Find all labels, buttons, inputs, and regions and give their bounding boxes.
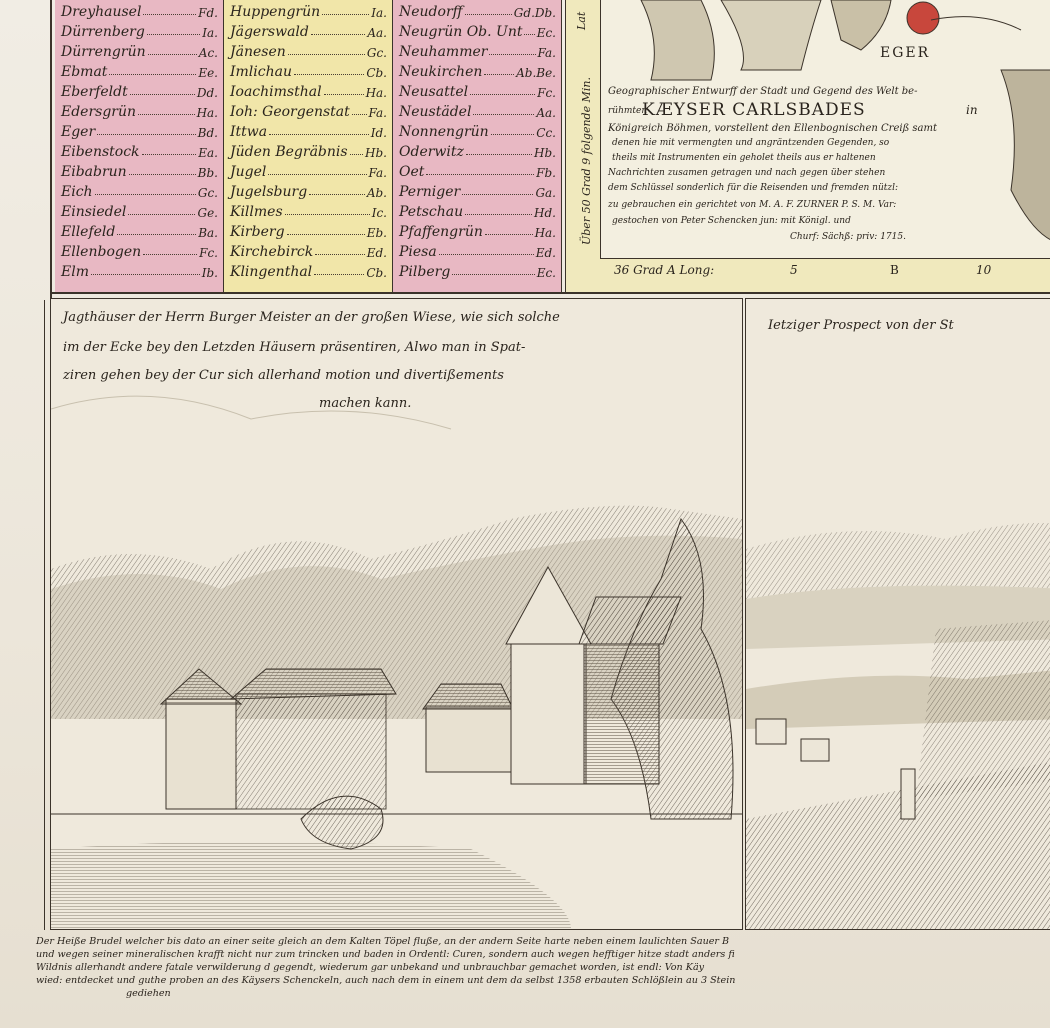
index-leader-dots bbox=[138, 114, 195, 115]
bottom-text-line: wied: entdecket und guthe proben an des Käysers Schenckeln, auch nach dem in einem unt dem da selbst 1358 erbauten Schlößlein au 3 Stein bbox=[36, 975, 736, 986]
index-entry bbox=[224, 240, 392, 260]
index-grid-code: Ed. bbox=[366, 246, 387, 260]
index-leader-dots bbox=[470, 94, 535, 95]
index-grid-code: Ib. bbox=[201, 266, 218, 280]
index-entry bbox=[393, 20, 561, 40]
index-place-name: Ioachimsthal bbox=[230, 84, 322, 100]
index-place-name: Piesa bbox=[399, 244, 437, 260]
bottom-description bbox=[36, 935, 1050, 1000]
index-place-name: Ittwa bbox=[230, 124, 268, 140]
index-leader-dots bbox=[268, 174, 366, 175]
index-grid-code: Ec. bbox=[536, 266, 556, 280]
index-entry bbox=[393, 200, 561, 220]
index-entry bbox=[393, 120, 561, 140]
cartouche-line: Geographischer Entwurff der Stadt und Gegend des Welt be- bbox=[608, 86, 918, 97]
index-entry bbox=[55, 80, 223, 100]
left-caption-line: machen kann. bbox=[319, 396, 412, 411]
index-leader-dots bbox=[524, 34, 534, 35]
cartouche-title: KÆYSER CARLSBADES bbox=[642, 100, 866, 120]
index-place-name: Jägerswald bbox=[230, 24, 309, 40]
index-leader-dots bbox=[287, 234, 365, 235]
index-place-name: Neusattel bbox=[399, 84, 469, 100]
index-place-name: Eger bbox=[61, 124, 96, 140]
index-grid-code: Bb. bbox=[197, 166, 218, 180]
index-leader-dots bbox=[489, 54, 535, 55]
index-grid-code: Gd.Db. bbox=[513, 6, 556, 20]
left-border-line-inner bbox=[44, 300, 45, 930]
cartouche-line: denen hie mit vermengten und angräntzenden Gegenden, so bbox=[612, 138, 890, 148]
index-leader-dots bbox=[143, 14, 196, 15]
index-place-name: Jugel bbox=[230, 164, 267, 180]
index-place-name: Dürrenberg bbox=[61, 24, 145, 40]
index-place-name: Jüden Begräbnis bbox=[230, 144, 348, 160]
index-entry bbox=[393, 0, 561, 20]
index-entry bbox=[55, 220, 223, 240]
index-leader-dots bbox=[314, 274, 364, 275]
longitude-scale bbox=[600, 258, 1050, 285]
index-entry bbox=[55, 100, 223, 120]
index-entry bbox=[224, 120, 392, 140]
index-entry bbox=[224, 40, 392, 60]
index-place-name: Ioh: Georgenstat bbox=[230, 104, 350, 120]
index-place-name: Ellefeld bbox=[61, 224, 116, 240]
index-leader-dots bbox=[484, 74, 514, 75]
index-leader-dots bbox=[148, 54, 197, 55]
index-leader-dots bbox=[324, 94, 364, 95]
index-entry bbox=[55, 240, 223, 260]
index-leader-dots bbox=[143, 254, 197, 255]
index-grid-code: Fd. bbox=[198, 6, 218, 20]
index-grid-code: Cc. bbox=[536, 126, 556, 140]
index-entry bbox=[55, 0, 223, 20]
index-place-name: Neudorff bbox=[399, 4, 463, 20]
index-place-name: Klingenthal bbox=[230, 264, 313, 280]
index-grid-code: Ha. bbox=[365, 86, 387, 100]
index-entry bbox=[224, 100, 392, 120]
index-leader-dots bbox=[147, 34, 200, 35]
index-leader-dots bbox=[352, 114, 367, 115]
index-leader-dots bbox=[311, 34, 366, 35]
index-entry bbox=[224, 220, 392, 240]
index-grid-code: Dd. bbox=[196, 86, 218, 100]
index-place-name: Ellenbogen bbox=[61, 244, 142, 260]
index-entry bbox=[55, 20, 223, 40]
cartouche-line: gestochen von Peter Schencken jun: mit Königl. und bbox=[612, 216, 851, 226]
index-leader-dots bbox=[117, 234, 196, 235]
index-leader-dots bbox=[485, 234, 533, 235]
index-entry bbox=[224, 160, 392, 180]
index-place-name: Huppengrün bbox=[230, 4, 321, 20]
index-entry bbox=[55, 200, 223, 220]
index-entry bbox=[55, 140, 223, 160]
index-grid-code: Aa. bbox=[367, 26, 387, 40]
index-entry bbox=[393, 160, 561, 180]
index-place-name: Neuhammer bbox=[399, 44, 488, 60]
cartouche-line: dem Schlüssel sonderlich für die Reisenden und fremden nützl: bbox=[608, 183, 899, 193]
index-column-3 bbox=[393, 0, 561, 292]
scale-mark: 10 bbox=[976, 263, 992, 277]
index-place-name: Edersgrün bbox=[61, 104, 137, 120]
bottom-text-line: gediehen bbox=[126, 988, 171, 999]
index-entry bbox=[393, 140, 561, 160]
cartouche-line: Churf: Sächß: priv: 1715. bbox=[790, 232, 906, 242]
right-view-panel bbox=[745, 298, 1050, 930]
left-view-panel bbox=[50, 298, 743, 930]
bottom-text-line: Wildnis allerhandt andere fatale verwilderung d gegendt, wiederum gar unbekand und unbrauchbar gemachet worden, ist endl: Von Käy bbox=[36, 962, 705, 973]
index-place-name: Elm bbox=[61, 264, 89, 280]
index-entry bbox=[224, 0, 392, 20]
index-grid-code: Fc. bbox=[199, 246, 218, 260]
index-place-name: Eibabrun bbox=[61, 164, 127, 180]
index-leader-dots bbox=[294, 74, 364, 75]
index-leader-dots bbox=[109, 74, 196, 75]
index-grid-code: Ha. bbox=[534, 226, 556, 240]
cartouche-line: Nachrichten zusamen getragen und nach gegen über stehen bbox=[608, 168, 886, 178]
index-entry bbox=[224, 260, 392, 280]
right-caption: Ietziger Prospect von der St bbox=[768, 318, 954, 333]
index-entry bbox=[393, 180, 561, 200]
index-leader-dots bbox=[426, 174, 534, 175]
cartouche-line: Königreich Böhmen, vorstellent den Ellenbognischen Creiß samt bbox=[608, 123, 938, 134]
index-grid-code: Ec. bbox=[536, 26, 556, 40]
latitude-abbrev: Lat bbox=[575, 11, 588, 30]
index-leader-dots bbox=[97, 134, 196, 135]
index-leader-dots bbox=[322, 14, 369, 15]
index-place-name: Eich bbox=[61, 184, 93, 200]
index-grid-code: Ab. bbox=[366, 186, 387, 200]
index-entry bbox=[55, 260, 223, 280]
index-entry bbox=[393, 80, 561, 100]
index-leader-dots bbox=[473, 114, 534, 115]
index-grid-code: Ab.Be. bbox=[516, 66, 556, 80]
index-grid-code: Ga. bbox=[535, 186, 556, 200]
scale-mark: B bbox=[890, 263, 899, 277]
latitude-side-label: Über 50 Grad 9 folgende Min. bbox=[580, 77, 593, 245]
index-place-name: Oderwitz bbox=[399, 144, 464, 160]
index-leader-dots bbox=[91, 274, 200, 275]
index-grid-code: Cb. bbox=[366, 66, 387, 80]
index-place-name: Killmes bbox=[230, 204, 283, 220]
index-divider bbox=[392, 0, 393, 292]
index-leader-dots bbox=[465, 14, 512, 15]
index-entry bbox=[224, 20, 392, 40]
left-caption-line: im der Ecke bey den Letzden Häusern präsentiren, Alwo man in Spat- bbox=[63, 340, 526, 355]
index-place-name: Kirberg bbox=[230, 224, 285, 240]
index-leader-dots bbox=[129, 174, 196, 175]
index-place-name: Neukirchen bbox=[399, 64, 483, 80]
index-grid-code: Ee. bbox=[198, 66, 218, 80]
index-place-name: Dürrengrün bbox=[61, 44, 146, 60]
index-leader-dots bbox=[491, 134, 535, 135]
index-entry bbox=[393, 260, 561, 280]
index-leader-dots bbox=[142, 154, 197, 155]
index-grid-code: Bd. bbox=[197, 126, 218, 140]
cartouche-line: theils mit Instrumenten ein geholet theils aus er haltenen bbox=[612, 153, 876, 163]
index-grid-code: Fb. bbox=[536, 166, 556, 180]
right-view-engraving bbox=[746, 299, 1050, 929]
index-grid-code: Fa. bbox=[537, 46, 556, 60]
index-leader-dots bbox=[465, 214, 532, 215]
index-leader-dots bbox=[466, 154, 532, 155]
index-entry bbox=[393, 240, 561, 260]
index-leader-dots bbox=[462, 194, 533, 195]
index-place-name: Eibenstock bbox=[61, 144, 140, 160]
index-leader-dots bbox=[269, 134, 369, 135]
index-leader-dots bbox=[315, 254, 365, 255]
index-place-name: Jugelsburg bbox=[230, 184, 308, 200]
index-grid-code: Ha. bbox=[196, 106, 218, 120]
index-entry bbox=[224, 200, 392, 220]
bottom-text-line: Der Heiße Brudel welcher bis dato an einer seite gleich an dem Kalten Töpel fluße, an der andern Seite harte neben einem laulichten Sauer B bbox=[36, 936, 730, 947]
longitude-label: 36 Grad A Long: bbox=[614, 263, 715, 277]
left-caption-line: Jagthäuser der Herrn Burger Meister an der großen Wiese, wie sich solche bbox=[63, 310, 560, 325]
index-entry bbox=[393, 100, 561, 120]
index-grid-code: Ea. bbox=[198, 146, 218, 160]
index-entry bbox=[224, 60, 392, 80]
index-entry bbox=[393, 40, 561, 60]
index-grid-code: Aa. bbox=[536, 106, 556, 120]
cartouche-line: zu gebrauchen ein gerichtet von M. A. F. ZURNER P. S. M. Var: bbox=[608, 200, 897, 210]
index-place-name: Oet bbox=[399, 164, 425, 180]
index-grid-code: Gc. bbox=[197, 186, 218, 200]
index-place-name: Imlichau bbox=[230, 64, 292, 80]
index-place-name: Neugrün Ob. Unt bbox=[399, 24, 523, 40]
cartouche-title-suffix: in bbox=[966, 103, 978, 117]
index-grid-code: Ge. bbox=[197, 206, 218, 220]
index-leader-dots bbox=[128, 214, 195, 215]
index-leader-dots bbox=[95, 194, 196, 195]
index-leader-dots bbox=[130, 94, 195, 95]
index-place-name: Pilberg bbox=[399, 264, 451, 280]
index-entry bbox=[55, 40, 223, 60]
index-entry bbox=[55, 120, 223, 140]
cartouche-title-prefix: rühmten bbox=[608, 106, 648, 116]
index-leader-dots bbox=[285, 214, 370, 215]
index-column-1 bbox=[55, 0, 223, 292]
index-grid-code: Ba. bbox=[198, 226, 218, 240]
index-entry bbox=[393, 60, 561, 80]
index-place-name: Kirchebirck bbox=[230, 244, 314, 260]
index-grid-code: Id. bbox=[370, 126, 387, 140]
index-entry bbox=[224, 180, 392, 200]
cartouche-city-label: EGER bbox=[880, 45, 931, 61]
scale-mark: 5 bbox=[790, 263, 798, 277]
index-place-name: Ebmat bbox=[61, 64, 108, 80]
index-grid-code: Ed. bbox=[535, 246, 556, 260]
index-grid-code: Eb. bbox=[366, 226, 387, 240]
bottom-text-line: und wegen seiner mineralischen krafft nicht nur zum trincken und baden in Ordentl: Curen, sondern auch wegen hefftiger hitze stadt anders fi bbox=[36, 949, 735, 960]
index-place-name: Petschau bbox=[399, 204, 464, 220]
index-grid-code: Fa. bbox=[368, 106, 387, 120]
index-grid-code: Ic. bbox=[371, 206, 387, 220]
index-leader-dots bbox=[439, 254, 534, 255]
index-entry bbox=[224, 140, 392, 160]
index-place-name: Nonnengrün bbox=[399, 124, 489, 140]
index-entry bbox=[393, 220, 561, 240]
index-column-2 bbox=[224, 0, 392, 292]
index-entry bbox=[55, 60, 223, 80]
index-grid-code: Fc. bbox=[537, 86, 556, 100]
index-place-name: Neustädel bbox=[399, 104, 472, 120]
index-grid-code: Fa. bbox=[368, 166, 387, 180]
index-entry bbox=[55, 160, 223, 180]
index-place-name: Eberfeldt bbox=[61, 84, 128, 100]
index-leader-dots bbox=[309, 194, 365, 195]
index-place-name: Jänesen bbox=[230, 44, 286, 60]
index-place-name: Pfaffengrün bbox=[399, 224, 483, 240]
index-place-name: Dreyhausel bbox=[61, 4, 142, 20]
index-grid-code: Hd. bbox=[534, 206, 556, 220]
index-grid-code: Cb. bbox=[366, 266, 387, 280]
index-divider bbox=[223, 0, 224, 292]
left-caption-line: ziren gehen bey der Cur sich allerhand motion und divertißements bbox=[63, 368, 504, 383]
index-place-name: Perniger bbox=[399, 184, 461, 200]
index-grid-code: Ac. bbox=[198, 46, 218, 60]
index-leader-dots bbox=[288, 54, 365, 55]
index-place-name: Einsiedel bbox=[61, 204, 127, 220]
index-grid-code: Ia. bbox=[371, 6, 387, 20]
index-leader-dots bbox=[452, 274, 534, 275]
index-leader-dots bbox=[350, 154, 363, 155]
index-grid-code: Gc. bbox=[366, 46, 387, 60]
index-grid-code: Ia. bbox=[202, 26, 218, 40]
index-entry bbox=[224, 80, 392, 100]
index-divider bbox=[561, 0, 562, 292]
index-bottom-rule bbox=[50, 292, 1050, 294]
index-entry bbox=[55, 180, 223, 200]
index-grid-code: Hb. bbox=[534, 146, 556, 160]
index-grid-code: Hb. bbox=[365, 146, 387, 160]
